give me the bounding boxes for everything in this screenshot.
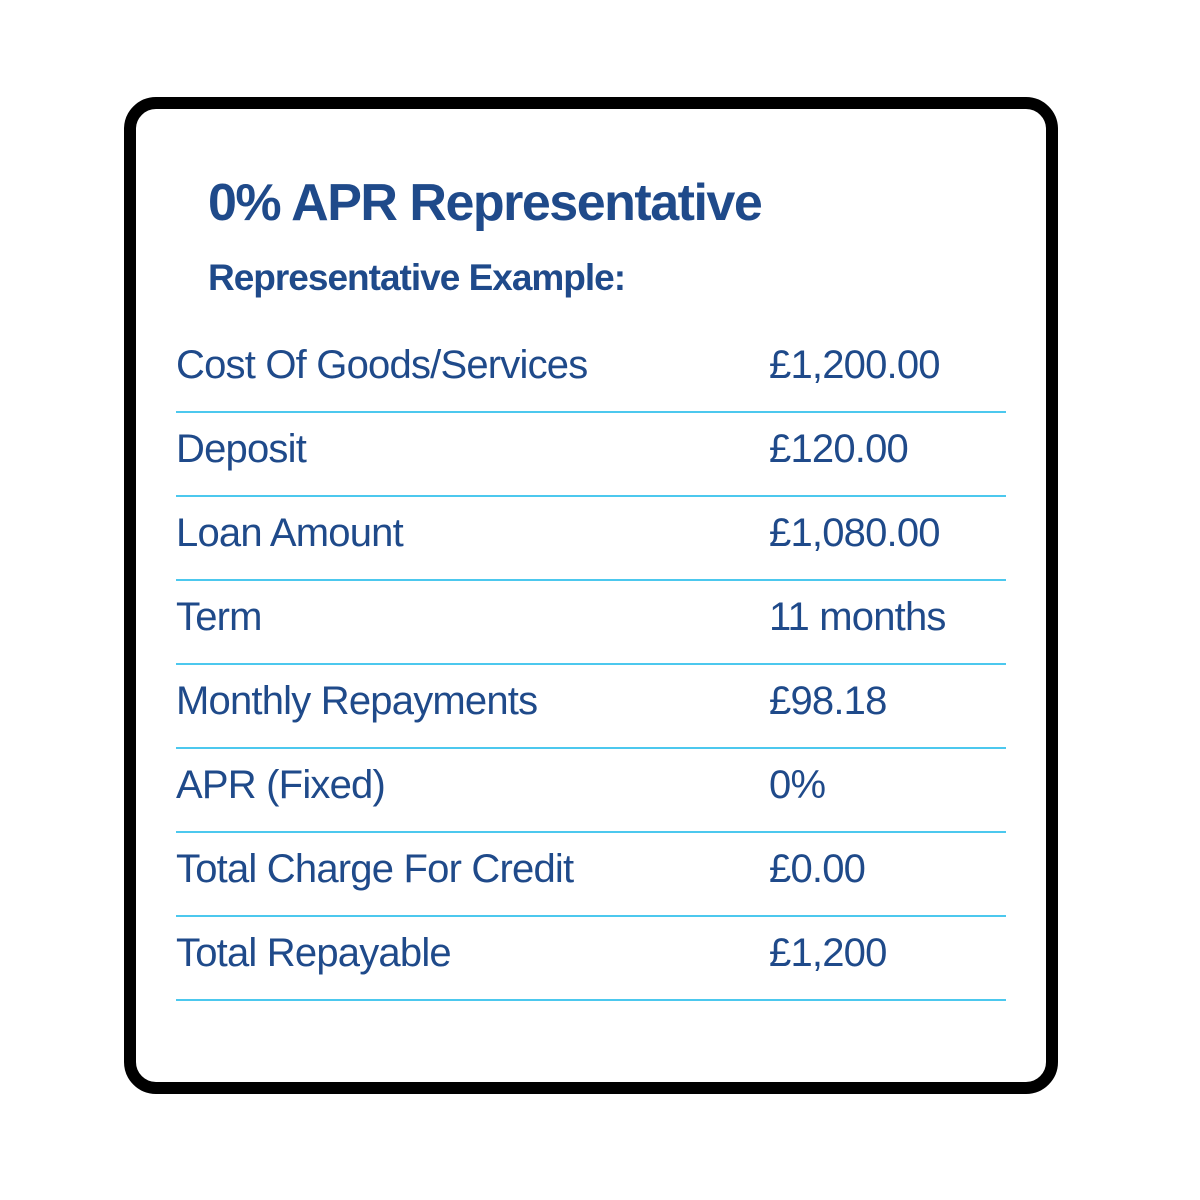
finance-row-loan-amount <box>176 497 1006 581</box>
row-value: 11 months <box>769 595 946 639</box>
row-value: £1,200.00 <box>769 343 940 387</box>
finance-row-monthly-repayments <box>176 665 1006 749</box>
finance-row-term <box>176 581 1006 665</box>
row-label: Monthly Repayments <box>176 679 538 723</box>
row-label: APR (Fixed) <box>176 763 386 807</box>
finance-row-total-repayable <box>176 917 1006 1001</box>
row-value: £0.00 <box>769 847 866 891</box>
row-label: Total Repayable <box>176 931 451 975</box>
finance-details-list <box>176 329 1006 1001</box>
row-value: £1,200 <box>769 931 887 975</box>
row-value: 0% <box>769 763 826 807</box>
row-label: Cost Of Goods/Services <box>176 343 588 387</box>
row-value: £120.00 <box>769 427 908 471</box>
row-label: Term <box>176 595 262 639</box>
row-label: Loan Amount <box>176 511 403 555</box>
representative-example-card <box>124 97 1058 1094</box>
row-value: £1,080.00 <box>769 511 940 555</box>
finance-row-total-charge <box>176 833 1006 917</box>
row-value: £98.18 <box>769 679 887 723</box>
row-label: Total Charge For Credit <box>176 847 574 891</box>
finance-row-deposit <box>176 413 1006 497</box>
finance-row-cost-of-goods <box>176 329 1006 413</box>
card-title: 0% APR Representative <box>208 174 762 232</box>
card-subtitle: Representative Example: <box>208 257 626 298</box>
row-label: Deposit <box>176 427 307 471</box>
finance-row-apr <box>176 749 1006 833</box>
